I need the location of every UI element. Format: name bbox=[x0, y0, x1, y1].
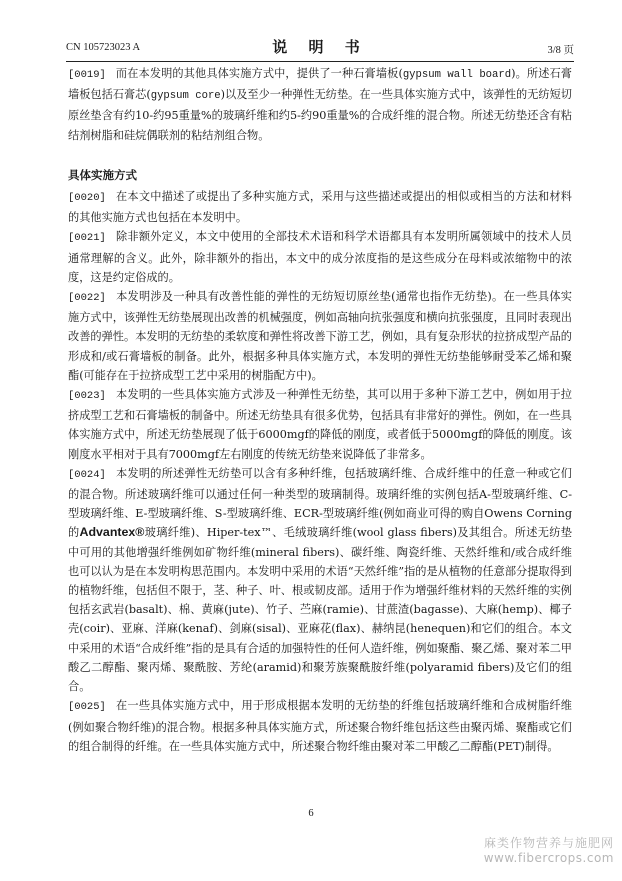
paragraph-0020 bbox=[68, 187, 572, 227]
section-heading: 具体实施方式 bbox=[68, 167, 137, 182]
paragraph-number: [0023] bbox=[68, 390, 106, 403]
document-number: CN 105723023 A bbox=[66, 42, 141, 53]
paragraph-0022 bbox=[68, 287, 572, 385]
paragraph-number: [0020] bbox=[68, 192, 106, 205]
page-header bbox=[66, 36, 574, 60]
brand-name: Advantex® bbox=[79, 525, 145, 540]
paragraph-text: 本发明的一些具体实施方式涉及一种弹性无纺垫，其可以用于多种下游工艺中，例如用于拉挤成型工艺和石膏墙板的制备中。所述无纺垫具有很多优势，包括具有非常好的弹性。例如，在一些具体实施方式中，所述无纺垫展现了低于6000mgf的降低的刚度，或者低于5000mgf的降低的刚度。该刚度水平相对于具有7000mgf左右刚度的传统无纺垫来说降低了非常多。 bbox=[68, 388, 572, 461]
paragraph-text: 本发明的所述弹性无纺垫可以含有多种纤维，包括玻璃纤维、合成纤维中的任意一种或它们的混合物。所述玻璃纤维可以通过任何一种类型的玻璃制得。玻璃纤维的实例包括A-型玻璃纤维、C-型玻璃纤维、E-型玻璃纤维、S-型玻璃纤维、ECR-型玻璃纤维(例如商业可得的购自Owens Corning的 bbox=[68, 466, 572, 540]
paragraph-number: [0019] bbox=[68, 69, 106, 81]
paragraph-text: 除非额外定义，本文中使用的全部技术术语和科学术语都具有本发明所属领域中的技术人员通常理解的含义。此外，除非额外的指出，本文中的成分浓度指的是这些成分在母料或浓缩物中的浓度，这是约定俗成的。 bbox=[68, 230, 572, 284]
paragraph-number: [0024] bbox=[68, 468, 106, 481]
paragraph-text: )。所述石膏墙板包括石膏芯( bbox=[68, 67, 572, 102]
watermark-url: www.fibercrops.com bbox=[483, 851, 614, 865]
paragraph-0023 bbox=[68, 385, 572, 464]
paragraph-0021 bbox=[68, 227, 572, 287]
site-watermark bbox=[484, 834, 614, 865]
paragraph-0024 bbox=[68, 464, 572, 696]
paragraph-text: 而在本发明的其他具体实施方式中，提供了一种石膏墙板( bbox=[115, 67, 403, 80]
paragraph-text: 在一些具体实施方式中，用于形成根据本发明的无纺垫的纤维包括玻璃纤维和合成树脂纤维(例如聚合物纤维)的混合物。根据多种具体实施方式，所述聚合物纤维包括这些由聚丙烯、聚酯或它们的组合制得的纤维。在一些具体实施方式中，所述聚合物纤维由聚对苯二甲酸乙二醇酯(PET)制得。 bbox=[68, 699, 572, 753]
paragraph-number: [0025] bbox=[68, 701, 106, 714]
paragraph-term: gypsum wall board bbox=[402, 69, 512, 81]
document-body bbox=[68, 64, 572, 756]
paragraph-text: 玻璃纤维)、Hiper-tex™、毛绒玻璃纤维(wool glass fibers)及其组合。所述无纺垫中可用的其他增强纤维例如矿物纤维(mineral fibers)、碳纤维、陶瓷纤维、天然纤维和/或合成纤维也可以认为是在本发明构思范围内。本发明中采用的术语“天然纤维”指的是从植物的任意部分提取得到的植物纤维，包括但不限于，茎、种子、叶、根或韧皮部。适用于作为增强纤维材料的天然纤维的实例包括玄武岩(basalt)、棉、黄麻(jute)、竹子、苎麻(ramie)、甘蔗渣(bagasse)、大麻(hemp)、椰子壳(coir)、亚麻、洋麻(kenaf)、剑麻(sisal)、亚麻花(flax)、赫纳昆(henequen)和它们的组合。本文中采用的术语“合成纤维”指的是具有合适的加强特性的任何人造纤维，例如聚酯、聚乙烯、聚对苯二甲酸乙二醇酯、聚丙烯、聚酰胺、芳纶(aramid)和聚芳族聚酰胺纤维(polyaramid fibers)及它们的组合。 bbox=[68, 526, 572, 694]
header-divider bbox=[66, 61, 574, 62]
page-index: 3/8 页 bbox=[547, 45, 574, 56]
paragraph-0025 bbox=[68, 696, 572, 756]
paragraph-number: [0021] bbox=[68, 232, 106, 245]
paragraph-text: 在本文中描述了或提出了多种实施方式，采用与这些描述或提出的相似或相当的方法和材料的其他实施方式也包括在本发明中。 bbox=[68, 190, 572, 225]
page-number: 6 bbox=[308, 808, 314, 819]
paragraph-term: gypsum core bbox=[150, 90, 221, 103]
paragraph-text: 本发明涉及一种具有改善性能的弹性的无纺短切原丝垫(通常也指作无纺垫)。在一些具体实施方式中，该弹性无纺垫展现出改善的机械强度，例如高轴向抗张强度和横向抗张强度，且同时表现出改善的弹性。本发明的无纺垫的柔软度和弹性将改善下游工艺，例如，具有复杂形状的拉挤成型产品的形成和/或石膏墙板的制备。此外，根据多种具体实施方式，本发明的弹性无纺垫能够耐受苯乙烯和聚酯(可能存在于拉挤成型工艺中采用的树脂配方中)。 bbox=[68, 290, 572, 382]
document-type-title: 说 明 书 bbox=[272, 38, 368, 56]
paragraph-number: [0022] bbox=[68, 292, 106, 305]
paragraph-0019 bbox=[68, 64, 572, 145]
watermark-site-name: 麻类作物营养与施肥网 bbox=[483, 836, 614, 850]
paragraph-text: )以及至少一种弹性无纺垫。在一些具体实施方式中，该弹性的无纺短切原丝垫含有约10-约95重量%的玻璃纤维和约5-约90重量%的合成纤维的混合物。所述无纺垫还含有粘结剂树脂和硅烷偶联剂的粘结剂组合物。 bbox=[68, 88, 572, 142]
